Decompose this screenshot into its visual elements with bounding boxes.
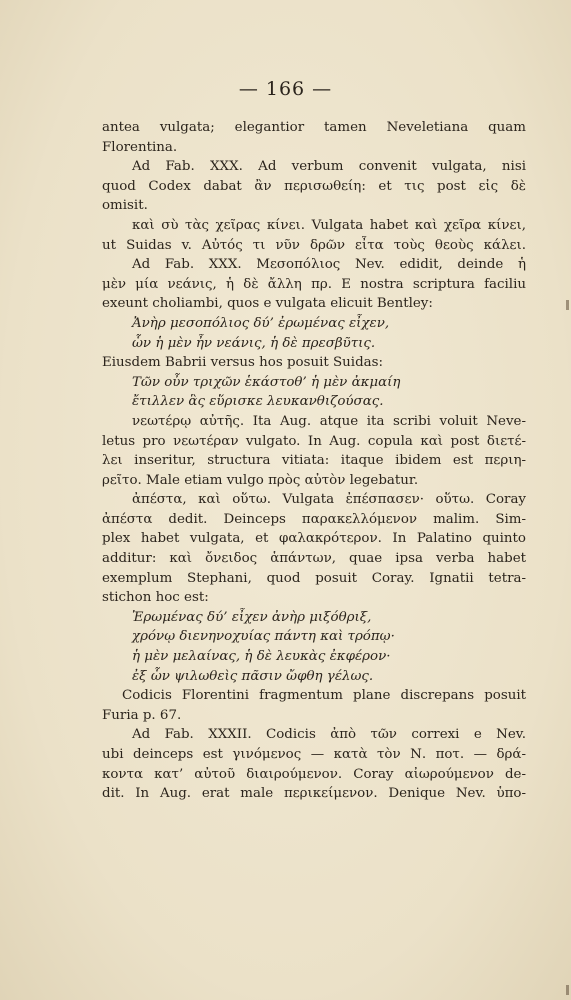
page-number: — 166 — xyxy=(238,78,333,100)
text-line: Codicis Florentini fragmentum plane discrepans posuit xyxy=(122,688,526,704)
text-line: λει inseritur, structura vitiata: itaque ibidem est περιη- xyxy=(102,453,526,469)
text-line: ἔτιλλεν ἃς εὕρισκε λευκανθιζούσας. xyxy=(132,394,384,410)
text-line: Florentina. xyxy=(102,139,178,155)
text-line: letus pro νεωτέραν vulgato. In Aug. copula καὶ post διετέ- xyxy=(102,433,526,449)
page-edge-mark xyxy=(566,300,569,310)
text-line: antea vulgata; elegantior tamen Neveletiana quam xyxy=(102,120,526,135)
text-line: omisit. xyxy=(102,198,148,214)
text-line: exeunt choliambi, quos e vulgata elicuit Bentley: xyxy=(102,296,433,312)
text-line: Ἀνὴρ μεσοπόλιος δύ’ ἐρωμένας εἶχεν, xyxy=(132,315,390,331)
text-line: Ἐρωμένας δύ’ εἶχεν ἀνὴρ μιξόθριξ, xyxy=(132,609,372,625)
text-line: ρεῖτο. Male etiam vulgo πρὸς αὐτὸν legebatur. xyxy=(102,472,419,488)
text-line: μὲν μία νεάνις, ἡ δὲ ἄλλη πρ. E nostra scriptura faciliu xyxy=(102,276,526,292)
text-line: exemplum Stephani, quod posuit Coray. Ignatii tetra- xyxy=(102,570,526,586)
text-line: κοντα κατ’ αὐτοῦ διαιρούμενον. Coray αἰωρούμενον de- xyxy=(102,766,526,782)
text-line: ἀπέστα dedit. Deinceps παρακελλόμενον malim. Sim- xyxy=(102,511,526,527)
text-line: ut Suidas v. Αὐτός τι νῦν δρῶν εἶτα τοὺς θεοὺς κάλει. xyxy=(102,237,526,253)
text-line: ἐξ ὧν ψιλωθεὶς πᾶσιν ὤφθη γέλως. xyxy=(132,668,374,684)
text-line: νεωτέρῳ αὐτῆς. Ita Aug. atque ita scribi voluit Neve- xyxy=(132,413,526,429)
text-line: Ad Fab. XXX. Ad verbum convenit vulgata, nisi xyxy=(132,159,526,175)
text-line: stichon hoc est: xyxy=(102,590,209,606)
text-line: Eiusdem Babrii versus hos posuit Suidas: xyxy=(102,355,384,371)
text-line: Ad Fab. XXX. Μεσοπόλιος Nev. edidit, deinde ἡ xyxy=(132,257,526,273)
text-line: additur: καὶ ὄνειδος ἁπάντων, quae ipsa verba habet xyxy=(102,551,526,567)
text-line: Furia p. 67. xyxy=(102,707,182,723)
text-line: dit. In Aug. erat male περικείμενον. Denique Nev. ὑπο- xyxy=(102,786,526,802)
text-line: χρόνῳ διενηνοχυίας πάντη καὶ τρόπῳ· xyxy=(132,629,395,645)
text-line: ὧν ἡ μὲν ἦν νεάνις, ἡ δὲ πρεσβῦτις. xyxy=(132,335,376,351)
page-edge-mark xyxy=(566,985,569,995)
text-line: Ad Fab. XXXII. Codicis ἀπὸ τῶν correxi e Nev. xyxy=(132,727,526,743)
text-line: plex habet vulgata, et φαλακρότερον. In Palatino quinto xyxy=(102,531,526,547)
body-text xyxy=(102,118,526,804)
text-line: καὶ σὺ τὰς χεῖρας κίνει. Vulgata habet καὶ χεῖρα κίνει, xyxy=(132,217,526,233)
text-line: ἀπέστα, καὶ οὕτω. Vulgata ἐπέσπασεν· οὕτω. Coray xyxy=(132,492,526,508)
text-line: ἡ μὲν μελαίνας, ἡ δὲ λευκὰς ἐκφέρον· xyxy=(132,649,391,665)
text-line: quod Codex dabat ἂν περισωθείη: et τις post εἰς δὲ xyxy=(102,178,526,194)
text-line: Τῶν οὖν τριχῶν ἑκάστοθ’ ἡ μὲν ἀκμαίη xyxy=(132,374,401,390)
text-line: ubi deinceps est γινόμενος — κατὰ τὸν Ν. ποτ. — δρά- xyxy=(102,747,526,762)
